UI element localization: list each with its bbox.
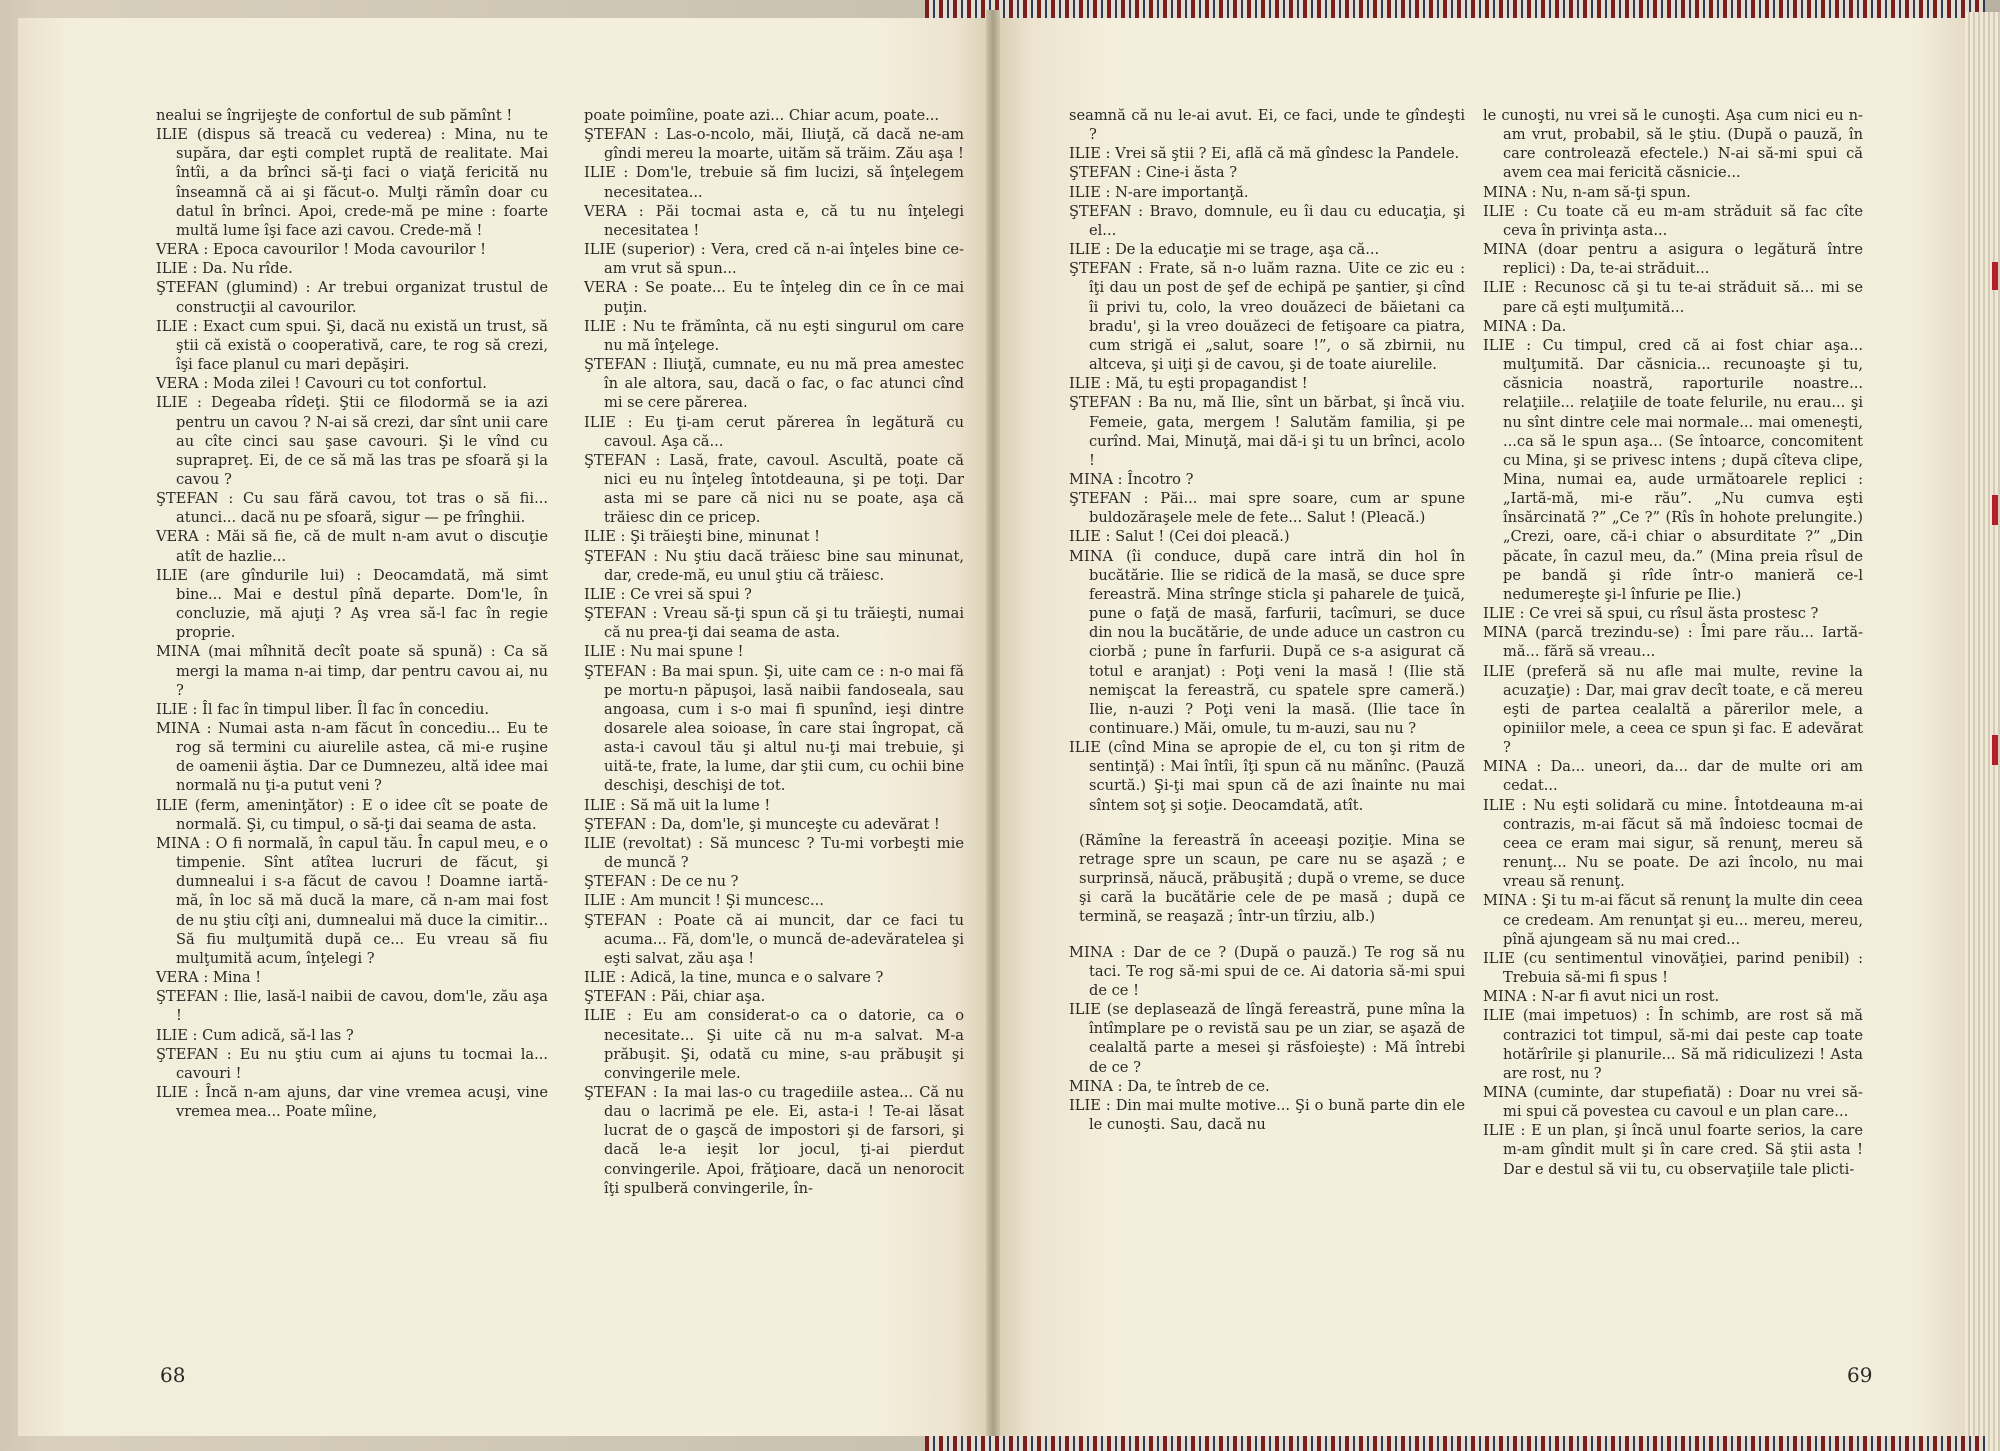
dialogue-paragraph: ILIE : Nu te frămînta, că nu eşti singurul om care nu mă înţelege. [584,317,964,354]
right-page-column-2 [1483,106,1863,1179]
left-page-column-2 [584,106,964,1198]
dialogue-paragraph: ILIE : Să mă uit la lume ! [584,796,771,814]
dialogue-paragraph: ILIE : Din mai multe motive... Şi o bună parte din ele le cunoşti. Sau, dacă nu [1069,1096,1465,1133]
bookmark-tab [1992,495,1998,525]
dialogue-paragraph: MINA (parcă trezindu-se) : Îmi pare rău... Iartă-mă... fără să vreau... [1483,624,1863,661]
dialogue-paragraph: ŞTEFAN : Ia mai las-o cu tragediile astea... Că nu dau o lacrimă pe ele. Ei, asta-i ! Te-ai lăsat lucrat de o gaşcă de impostori şi de farsori, şi dacă le-a ieşit lor jocul, ţi-ai pierdut convingerile. Apoi, frăţioare, dacă un nenorocit îţi spulberă convingerile, în- [584,1083,964,1197]
dialogue-paragraph: ŞTEFAN : Ba mai spun. Şi, uite cam ce : n-o mai fă pe mortu-n păpuşoi, lasă naibii fandoseala, sau angoasa, cum i s-o mai fi spunînd, ieşi dintre dosarele alea soioase, în care stai îngropat, că asta-i cavoul tău şi altul nu-ţi mai trebuie, şi uită-te, frate, la lume, dar ştii cum, cu ochii bine deschişi, deschişi de tot. [584,662,964,795]
dialogue-paragraph: ŞTEFAN : Cine-i ăsta ? [1069,164,1238,182]
dialogue-paragraph: ILIE : Nu eşti solidară cu mine. Întotdeauna m-ai contrazis, m-ai făcut să mă îndoiesc tocmai de ceea ce eram mai sigur, să renunţ, mereu să renunţ... Nu se poate. De azi încolo, nu mai vreau să renunţ. [1483,796,1863,891]
dialogue-paragraph: ILIE : Ce vrei să spui, cu rîsul ăsta prostesc ? [1483,605,1819,623]
dialogue-paragraph: MINA : Da. [1483,317,1567,335]
dialogue-paragraph: MINA (doar pentru a asigura o legătură între replici) : Da, te-ai străduit... [1483,241,1863,278]
dialogue-paragraph: ILIE : N-are importanţă. [1069,183,1249,201]
bookmark-tab [1992,735,1998,765]
dialogue-paragraph: ILIE : Eu ţi-am cerut părerea în legătură cu cavoul. Aşa că... [584,413,964,450]
dialogue-paragraph: MINA : Dar de ce ? (După o pauză.) Te rog să nu taci. Te rog să-mi spui de ce. Ai datoria să-mi spui de ce ! [1069,943,1465,999]
dialogue-paragraph: VERA : Păi tocmai asta e, că tu nu înţelegi necesitatea ! [584,202,964,239]
dialogue-paragraph: ŞTEFAN : Nu ştiu dacă trăiesc bine sau minunat, dar, crede-mă, eu unul ştiu că trăiesc. [584,547,964,584]
dialogue-paragraph: ILIE : Încă n-am ajuns, dar vine vremea acuşi, vine vremea mea... Poate mîine, [156,1083,548,1121]
page-edges [1965,12,2000,1451]
dialogue-paragraph: MINA : O fi normală, în capul tău. În capul meu, e o timpenie. Sînt atîtea lucruri de făcut, şi dumnealui i s-a făcut de cavou ! Doamne iartă-mă, în loc să mă ducă la mare, că n-am mai fost de nu ştiu cîţi ani, dumnealui mă duce la cimitir... Să fiu mulţumită după ce... Eu vreau să fiu mulţumită acum, înţelegi ? [156,834,548,967]
left-page [18,18,993,1436]
dialogue-paragraph: le cunoşti, nu vrei să le cunoşti. Aşa cum nici eu n-am vrut, probabil, să le ştiu. (După o pauză, în care controlează efectele.) N-ai să-mi spui că avem cea mai fericită căsnicie... [1483,107,1863,182]
dialogue-paragraph: ILIE : De la educaţie mi se trage, aşa că... [1069,241,1380,259]
dialogue-paragraph: ILIE : Vrei să ştii ? Ei, află că mă gîndesc la Pandele. [1069,145,1460,163]
dialogue-paragraph: MINA (mai mîhnită decît poate să spună) : Ca să mergi la mama n-ai timp, dar pentru cavou ai, nu ? [156,643,548,699]
dialogue-paragraph: ILIE (ferm, ameninţător) : E o idee cît se poate de normală. Şi, cu timpul, o să-ţi dai seama de asta. [156,796,548,833]
dialogue-paragraph: ILIE (are gîndurile lui) : Deocamdată, mă simt bine... Mai e destul pînă departe. Dom'le, în concluzie, mă ajuţi ? Aş vrea să-l fac în regie proprie. [156,566,548,642]
dialogue-paragraph: ŞTEFAN : Ba nu, mă Ilie, sînt un bărbat, şi încă viu. Femeie, gata, mergem ! Salutăm familia, şi pe curînd. Mai, Minuţă, mai dă-i şi tu un brînci, acolo ! [1069,394,1465,469]
dialogue-paragraph: ILIE : Eu am considerat-o ca o datorie, ca o necesitate... Şi uite că nu m-a salvat. M-a prăbuşit. Şi, odată cu mine, s-au prăbuşit şi convingerile mele. [584,1007,964,1082]
dialogue-paragraph: ŞTEFAN : Da, dom'le, şi munceşte cu adevărat ! [584,815,940,833]
dialogue-paragraph: ILIE (se deplasează de lîngă fereastră, pune mîna la întîmplare pe o revistă sau pe un ziar, se aşază de cealaltă parte a mesei şi răsfoieşte) : Mă întrebi de ce ? [1069,1001,1465,1076]
dialogue-paragraph: VERA : Se poate... Eu te înţeleg din ce în ce mai puţin. [584,279,964,316]
dialogue-paragraph: ILIE (cînd Mina se apropie de el, cu ton şi ritm de sentinţă) : Mai întîi, îţi spun că nu mănînc. (Pauză scurtă.) Şi-ţi mai spun că de azi înainte nu mai sîntem soţ şi soţie. Deocamdată, atît. [1069,739,1465,814]
dialogue-paragraph: ILIE : Am muncit ! Şi muncesc... [584,892,824,910]
dialogue-paragraph: nealui se îngrijeşte de confortul de sub pămînt ! [156,107,513,124]
dialogue-paragraph: ŞTEFAN : Bravo, domnule, eu îi dau cu educaţia, şi el... [1069,202,1465,239]
dialogue-paragraph: ILIE : E un plan, şi încă unul foarte serios, la care m-am gîndit mult şi în care cred. Să ştii asta ! Dar e destul să vii tu, cu observaţiile tale plicti- [1483,1122,1863,1178]
dialogue-paragraph: MINA : Încotro ? [1069,470,1194,488]
dialogue-paragraph: ILIE (mai impetuos) : În schimb, are rost să mă contrazici tot timpul, să-mi dai peste cap toate hotărîrile şi planurile... Să mă ridiculizezi ! Asta are rost, nu ? [1483,1007,1863,1082]
dialogue-paragraph: ILIE : Ce vrei să spui ? [584,585,752,603]
dialogue-paragraph: ILIE : Îl fac în timpul liber. Îl fac în concediu. [156,700,490,718]
left-page-column-1 [156,106,548,1121]
dialogue-paragraph: ŞTEFAN : Ilie, lasă-l naibii de cavou, dom'le, zău aşa ! [156,988,548,1025]
dialogue-paragraph: ILIE : Recunosc că şi tu te-ai străduit să... mi se pare că eşti mulţumită... [1483,279,1863,316]
dialogue-paragraph: MINA : Da... uneori, da... dar de multe ori am cedat... [1483,758,1863,795]
dialogue-paragraph: ŞTEFAN : Frate, să n-o luăm razna. Uite ce zic eu : îţi dau un post de şef de echipă pe şantier, şi cînd îi privi tu, colo, la vreo douăzeci de băietani ca bradu', şi la vreo douăzeci de fetişoare ca piatra, cum strigă ei „salut, soare !”, o să zbirnii, nu altceva, şi uiţi şi de cavou, şi de toate aiurelile. [1069,260,1465,374]
dialogue-paragraph: ILIE : Da. Nu rîde. [156,260,293,278]
dialogue-paragraph: ŞTEFAN : De ce nu ? [584,873,739,891]
page-number-right: 69 [1847,1363,1873,1387]
dialogue-paragraph: ILIE (cu sentimentul vinovăţiei, parind penibil) : Trebuia să-mi fi spus ! [1483,949,1863,987]
dialogue-paragraph: VERA : Moda zilei ! Cavouri cu tot confortul. [156,375,487,393]
dialogue-paragraph: VERA : Epoca cavourilor ! Moda cavourilor ! [156,241,487,259]
right-page-column-1 [1069,106,1465,1134]
dialogue-paragraph: ILIE (revoltat) : Să muncesc ? Tu-mi vorbeşti mie de muncă ? [584,834,964,872]
dialogue-paragraph: MINA : Numai asta n-am făcut în concediu... Eu te rog să termini cu aiurelile astea, că mi-e ruşine de oamenii ăştia. Dar ce Dumnezeu, altă idee mai normală nu ţi-a putut veni ? [156,720,548,795]
dialogue-paragraph: MINA (îi conduce, după care intră din hol în bucătărie. Ilie se ridică de la masă, se duce spre fereastră. Mina strînge sticla şi paharele de ţuică, pune o faţă de masă, farfurii, tacîmuri, se duce din nou la bucătărie, de unde aduce un castron cu ciorbă ; pune în farfurii. După ce s-a asigurat că totul e aranjat) : Poţi veni la masă ! (Ilie stă nemişcat la fereastră, cu spatele spre cameră.) Ilie, n-auzi ? Poţi veni la masă. (Ilie tace în continuare.) Măi, omule, tu m-auzi, sau nu ? [1069,547,1465,737]
dialogue-paragraph: seamnă că nu le-ai avut. Ei, ce faci, unde te gîndeşti ? [1069,107,1465,144]
dialogue-paragraph: ŞTEFAN : Lasă, frate, cavoul. Ascultă, poate că nici eu nu înţeleg întotdeauna, şi pe toţi. Dar asta mi se pare că nici nu se poate, aşa că trăiesc din ce pricep. [584,451,964,527]
dialogue-paragraph: ILIE : Nu mai spune ! [584,643,744,661]
dialogue-paragraph: ILIE : Mă, tu eşti propagandist ! [1069,375,1308,393]
dialogue-paragraph: ŞTEFAN : Iliuţă, cumnate, eu nu mă prea amestec în ale altora, sau, dacă o fac, o fac atunci cînd mi se cere părerea. [584,356,964,412]
dialogue-paragraph: ŞTEFAN : Păi... mai spre soare, cum ar spune buldozăraşele mele de fete... Salut ! (Pleacă.) [1069,490,1465,527]
dialogue-paragraph: ŞTEFAN : Păi, chiar aşa. [584,988,766,1006]
dialogue-paragraph: MINA : N-ar fi avut nici un rost. [1483,988,1720,1006]
dialogue-paragraph: MINA : Nu, n-am să-ţi spun. [1483,183,1691,201]
dialogue-paragraph: ŞTEFAN : Las-o-ncolo, măi, Iliuţă, că dacă ne-am gîndi mereu la moarte, uităm să trăim. Zău aşa ! [584,126,964,163]
dialogue-paragraph: ILIE : Cum adică, să-l las ? [156,1026,354,1044]
dialogue-paragraph: (Rămîne la fereastră în aceeaşi poziţie. Mina se retrage spre un scaun, pe care nu se aşază ; e surprinsă, năucă, prăbuşită ; după o vreme, se duce şi cară la bucătărie cele de pe masă ; după ce termină, se reaşază ; într-un tîrziu, alb.) [1079,831,1465,926]
dialogue-paragraph: ILIE : Degeaba rîdeţi. Ştii ce filodormă se ia azi pentru un cavou ? N-ai să crezi, dar sînt unii care au cîte cinci sau şase cavouri. Şi le vînd cu suprapreţ. Ei, de ce să mă las tras pe sfoară şi la cavou ? [156,394,548,488]
dialogue-paragraph: ILIE (preferă să nu afle mai multe, revine la acuzaţie) : Dar, mai grav decît toate, e că mereu eşti de partea cealaltă a părerilor mele, a opiniilor mele, a ceea ce spun şi fac. E adevărat ? [1483,662,1863,757]
dialogue-paragraph: ŞTEFAN : Eu nu ştiu cum ai ajuns tu tocmai la... cavouri ! [156,1045,548,1082]
dialogue-paragraph: ILIE : Cu timpul, cred că ai fost chiar aşa... mulţumită. Dar căsnicia... recunoaşte şi tu, căsnicia noastră, raporturile noastre... relaţiile... relaţiile de toate felurile, nu erau... şi nu sînt dintre cele mai normale... mai omeneşti, ...ca să le spun aşa... (Se întoarce, concomitent cu Mina, şi se privesc intens ; după cîteva clipe, Mina, numai ea, aude următoarele replici : „Iartă-mă, mi-e rău”. „Nu cumva eşti însărcinată ?” „Ce ?” (Rîs în hohote prelungite.) „Crezi, oare, că-i chiar o absurditate ?” „Din păcate, în cazul meu, da.” (Mina preia rîsul de pe bandă şi rîde într-o manieră ce-l nedumereşte şi-l înfurie pe Ilie.) [1483,336,1863,603]
dialogue-paragraph: ILIE : Şi trăieşti bine, minunat ! [584,528,820,546]
dialogue-paragraph: VERA : Mina ! [156,969,262,987]
dialogue-paragraph: ILIE : Salut ! (Cei doi pleacă.) [1069,528,1290,546]
page-number-left: 68 [160,1363,186,1387]
dialogue-paragraph: poate poimîine, poate azi... Chiar acum, poate... [584,107,940,124]
book-cover-cloth-top [925,0,1985,20]
dialogue-paragraph: VERA : Măi să fie, că de mult n-am avut o discuţie atît de hazlie... [156,528,548,565]
dialogue-paragraph: ILIE : Cu toate că eu m-am străduit să fac cîte ceva în privinţa asta... [1483,202,1863,239]
dialogue-paragraph: ILIE : Adică, la tine, munca e o salvare ? [584,969,884,987]
bookmark-tab [1992,262,1998,290]
dialogue-paragraph: MINA : Şi tu m-ai făcut să renunţ la multe din ceea ce credeam. Am renunţat şi eu... mereu, mereu, pînă ajungeam să nu mai cred... [1483,892,1863,948]
right-page [993,18,1965,1436]
dialogue-paragraph: ILIE : Exact cum spui. Şi, dacă nu există un trust, să ştii că există o cooperativă, care, te rog să crezi, îşi face planul cu mari depăşiri. [156,317,548,374]
dialogue-paragraph: MINA (cuminte, dar stupefiată) : Doar nu vrei să-mi spui că povestea cu cavoul e un plan care... [1483,1083,1863,1121]
dialogue-paragraph: ILIE (superior) : Vera, cred că n-ai înţeles bine ce-am vrut să spun... [584,241,964,278]
dialogue-paragraph: ŞTEFAN (glumind) : Ar trebui organizat trustul de construcţii al cavourilor. [156,279,548,316]
book-cover-cloth-bottom [925,1436,1985,1451]
dialogue-paragraph: ŞTEFAN : Vreau să-ţi spun că şi tu trăieşti, numai că nu prea-ţi dai seama de asta. [584,605,964,642]
dialogue-paragraph: ILIE : Dom'le, trebuie să fim lucizi, să înţelegem necesitatea... [584,164,964,201]
dialogue-paragraph: ŞTEFAN : Cu sau fără cavou, tot tras o să fii... atunci... dacă nu pe sfoară, sigur — pe frînghii. [156,490,548,527]
dialogue-paragraph: ŞTEFAN : Poate că ai muncit, dar ce faci tu acuma... Fă, dom'le, o muncă de-adevăratelea şi eşti salvat, zău aşa ! [584,911,964,967]
dialogue-paragraph: ILIE (dispus să treacă cu vederea) : Mina, nu te supăra, dar eşti complet ruptă de realitate. Mai întîi, a da brînci să-ţi faci o viaţă fericită nu înseamnă că ai şi făcut-o. Mulţi rămîn doar cu datul în brînci. Apoi, crede-mă pe mine : foarte multă lume îşi face azi cavou. Crede-mă ! [156,126,548,239]
book-spine [986,10,1000,1445]
dialogue-paragraph: MINA : Da, te întreb de ce. [1069,1077,1270,1095]
